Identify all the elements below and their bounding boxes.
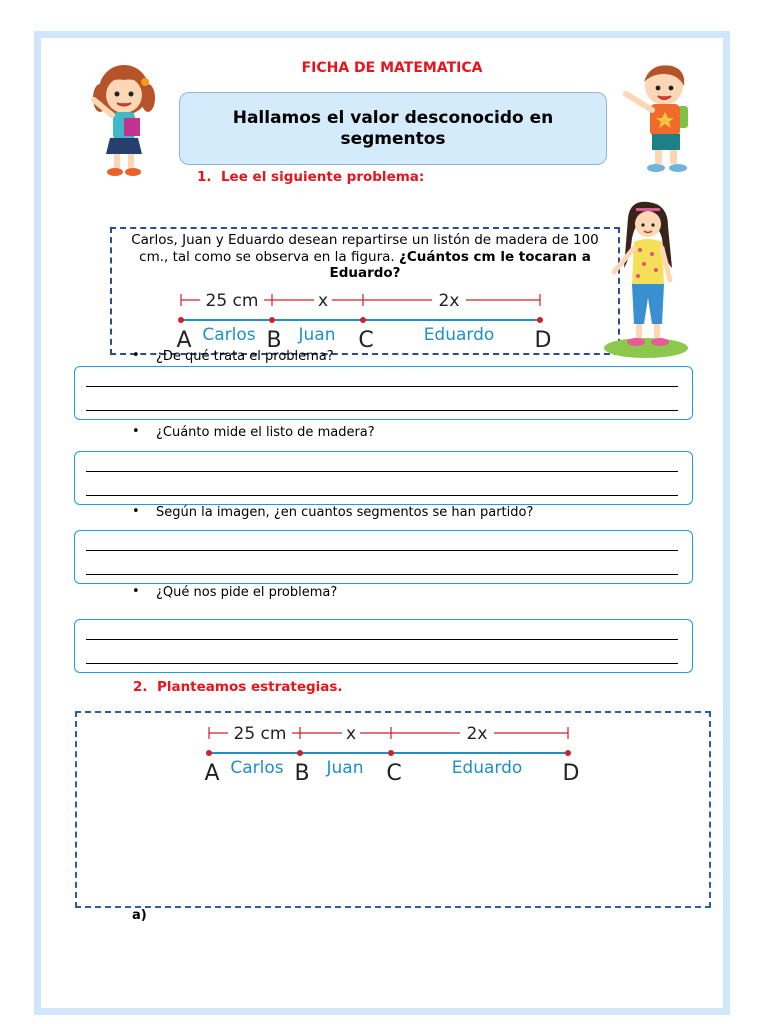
answer-line [86, 663, 678, 664]
segment-name-carlos: Carlos [230, 758, 284, 778]
answer-box-4[interactable] [74, 619, 693, 673]
length-label-bc: x [317, 291, 329, 311]
question-3: Según la imagen, ¿en cuantos segmentos se han partido? [156, 505, 534, 520]
answer-line [86, 574, 678, 575]
problem-statement [130, 232, 600, 282]
section-1-number: 1. [197, 169, 212, 185]
boy-waving-illustration [620, 58, 692, 176]
girl-with-book-illustration [88, 60, 158, 178]
bullet-3: • [132, 504, 140, 519]
segment-diagram-problem [170, 286, 570, 352]
bullet-4: • [132, 584, 140, 599]
point-a-marker [178, 317, 184, 323]
worksheet-title: Hallamos el valor desconocido en segmentos [179, 92, 607, 165]
length-label-cd: 2x [438, 291, 460, 311]
answer-line [86, 639, 678, 640]
segment-name-eduardo: Eduardo [451, 758, 523, 778]
answer-box-3[interactable] [74, 530, 693, 584]
length-label-bc: x [345, 724, 357, 744]
problem-text: Carlos, Juan y Eduardo desean repartirse un listón de madera de 100 cm., tal como se observa en la figura. [131, 232, 599, 265]
bullet-2: • [132, 424, 140, 439]
answer-line [86, 471, 678, 472]
question-2: ¿Cuánto mide el listo de madera? [156, 425, 375, 440]
point-c-marker [388, 750, 394, 756]
section-2-heading [133, 679, 343, 695]
sheet-label: FICHA DE MATEMATICA [301, 60, 483, 76]
section-2-number: 2. [133, 679, 148, 695]
point-label-a: A [176, 328, 192, 352]
answer-line [86, 386, 678, 387]
point-b-marker [297, 750, 303, 756]
answer-line [86, 550, 678, 551]
point-label-b: B [266, 328, 282, 352]
point-b-marker [269, 317, 275, 323]
point-label-d: D [534, 328, 552, 352]
point-label-a: A [204, 761, 220, 785]
point-a-marker [206, 750, 212, 756]
point-label-c: C [358, 328, 374, 352]
answer-box-2[interactable] [74, 451, 693, 505]
answer-line [86, 410, 678, 411]
point-label-c: C [386, 761, 402, 785]
bullet-1: • [132, 348, 140, 363]
answer-line [86, 495, 678, 496]
section-2-title: Planteamos estrategias. [156, 679, 343, 695]
length-label-cd: 2x [466, 724, 488, 744]
point-d-marker [537, 317, 543, 323]
point-label-b: B [294, 761, 310, 785]
answer-label-a: a) [132, 908, 147, 923]
question-1: ¿De qué trata el problema? [156, 349, 334, 364]
segment-diagram-strategy [198, 719, 598, 785]
section-1-heading [197, 169, 424, 185]
point-c-marker [360, 317, 366, 323]
length-label-ab: 25 cm [205, 291, 259, 311]
point-label-d: D [562, 761, 580, 785]
section-1-title: Lee el siguiente problema: [220, 169, 425, 185]
question-4: ¿Qué nos pide el problema? [156, 585, 338, 600]
point-d-marker [565, 750, 571, 756]
answer-box-1[interactable] [74, 366, 693, 420]
segment-name-eduardo: Eduardo [423, 325, 495, 345]
segment-name-carlos: Carlos [202, 325, 256, 345]
problem-question: ¿Cuántos cm le tocaran a Eduardo? [329, 248, 591, 281]
length-label-ab: 25 cm [233, 724, 287, 744]
segment-name-juan: Juan [326, 758, 364, 778]
girl-standing-illustration [598, 198, 690, 360]
segment-name-juan: Juan [298, 325, 336, 345]
